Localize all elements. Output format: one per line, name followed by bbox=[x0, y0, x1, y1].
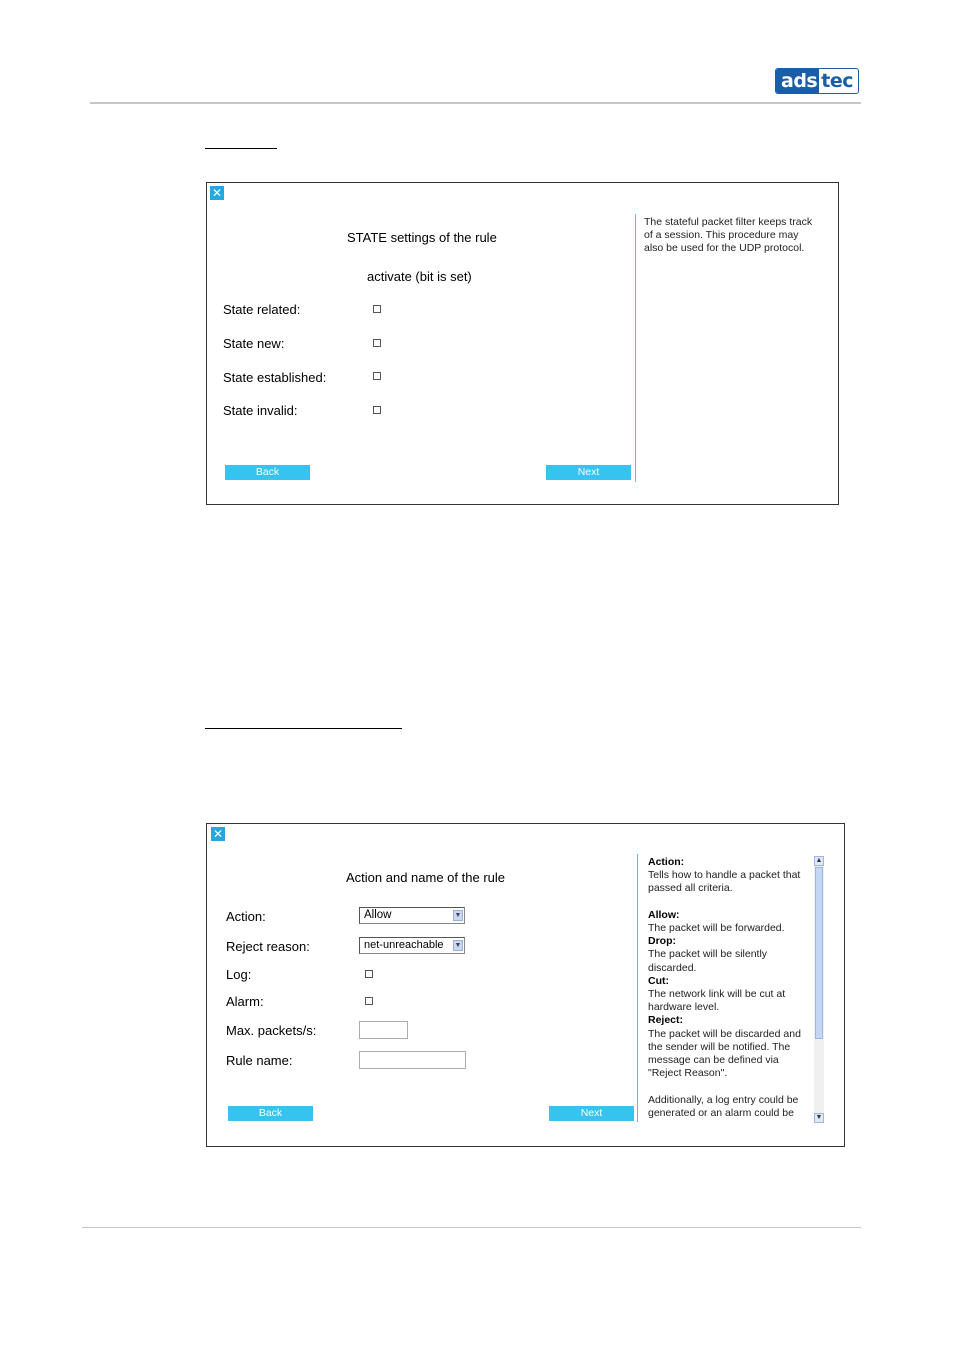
reject-reason-select-value: net-unreachable bbox=[364, 939, 444, 951]
help-line: "Reject Reason". bbox=[648, 1067, 728, 1080]
help-line: The packet will be discarded and bbox=[648, 1027, 801, 1040]
help-heading: Drop: bbox=[648, 935, 676, 948]
state-invalid-checkbox[interactable] bbox=[373, 406, 381, 414]
back-button[interactable]: Back bbox=[228, 1106, 313, 1121]
help-line: passed all criteria. bbox=[648, 882, 733, 895]
help-line: Additionally, a log entry could be bbox=[648, 1093, 799, 1106]
help-heading: Reject: bbox=[648, 1014, 684, 1027]
log-checkbox[interactable] bbox=[365, 970, 373, 978]
header-divider bbox=[90, 102, 861, 104]
help-line: the sender will be notified. The bbox=[648, 1040, 791, 1053]
action-select[interactable] bbox=[359, 907, 465, 924]
help-line: The packet will be forwarded. bbox=[648, 922, 785, 934]
scroll-up-icon[interactable]: ▲ bbox=[815, 857, 823, 864]
scroll-down-icon[interactable]: ▼ bbox=[815, 1114, 823, 1121]
reject-reason-select[interactable] bbox=[359, 937, 465, 954]
state-related-label: State related: bbox=[223, 302, 301, 317]
help-heading: Cut: bbox=[648, 974, 669, 987]
help-line: generated or an alarm could be bbox=[648, 1106, 794, 1119]
help-scrollbar[interactable] bbox=[814, 856, 824, 1123]
help-line: Tells how to handle a packet that bbox=[648, 869, 801, 882]
close-icon[interactable]: ✕ bbox=[211, 186, 223, 200]
rule-name-input[interactable] bbox=[359, 1051, 466, 1069]
action-label: Action: bbox=[226, 909, 266, 924]
action-select-value: Allow bbox=[364, 909, 392, 921]
chevron-down-icon: ▼ bbox=[454, 912, 462, 919]
action-name-dialog bbox=[206, 823, 845, 1147]
next-button[interactable]: Next bbox=[546, 465, 631, 480]
log-label: Log: bbox=[226, 967, 252, 982]
help-line: The network link will be cut at bbox=[648, 988, 786, 1001]
dialog-title: Action and name of the rule bbox=[346, 870, 505, 885]
state-invalid-label: State invalid: bbox=[223, 403, 298, 418]
help-line: hardware level. bbox=[648, 1001, 720, 1014]
adstec-logo bbox=[775, 68, 859, 94]
reject-reason-label: Reject reason: bbox=[226, 939, 310, 954]
footer-divider bbox=[82, 1227, 861, 1228]
section-underline-2 bbox=[205, 728, 402, 729]
dialog-subtitle: activate (bit is set) bbox=[367, 269, 472, 284]
help-line: The stateful packet filter keeps track bbox=[644, 216, 813, 228]
dialog-title: STATE settings of the rule bbox=[347, 230, 497, 245]
help-heading: Action: bbox=[648, 856, 685, 868]
help-line: The packet will be silently bbox=[648, 948, 768, 961]
close-icon[interactable]: ✕ bbox=[212, 827, 224, 841]
max-packets-input[interactable] bbox=[359, 1021, 408, 1039]
help-line: of a session. This procedure may bbox=[644, 229, 799, 242]
logo-part-1: ads bbox=[776, 69, 819, 93]
help-heading: Allow: bbox=[648, 908, 680, 921]
help-line: message can be defined via bbox=[648, 1054, 779, 1067]
scroll-thumb[interactable] bbox=[815, 867, 823, 1039]
logo-part-2: tec bbox=[819, 69, 856, 93]
state-established-checkbox[interactable] bbox=[373, 372, 381, 380]
state-settings-dialog bbox=[206, 182, 839, 505]
rule-name-label: Rule name: bbox=[226, 1053, 293, 1068]
max-packets-label: Max. packets/s: bbox=[226, 1023, 317, 1038]
alarm-checkbox[interactable] bbox=[365, 997, 373, 1005]
help-divider bbox=[635, 214, 636, 482]
state-established-label: State established: bbox=[223, 370, 327, 385]
help-line: also be used for the UDP protocol. bbox=[644, 242, 805, 255]
state-related-checkbox[interactable] bbox=[373, 305, 381, 313]
help-divider bbox=[637, 854, 638, 1122]
alarm-label: Alarm: bbox=[226, 994, 264, 1009]
help-line: discarded. bbox=[648, 961, 697, 974]
state-new-label: State new: bbox=[223, 336, 285, 351]
section-underline-1 bbox=[205, 148, 277, 149]
chevron-down-icon: ▼ bbox=[454, 942, 462, 949]
state-new-checkbox[interactable] bbox=[373, 339, 381, 347]
next-button[interactable]: Next bbox=[549, 1106, 634, 1121]
back-button[interactable]: Back bbox=[225, 465, 310, 480]
help-text bbox=[644, 216, 834, 256]
help-text bbox=[648, 856, 813, 1120]
